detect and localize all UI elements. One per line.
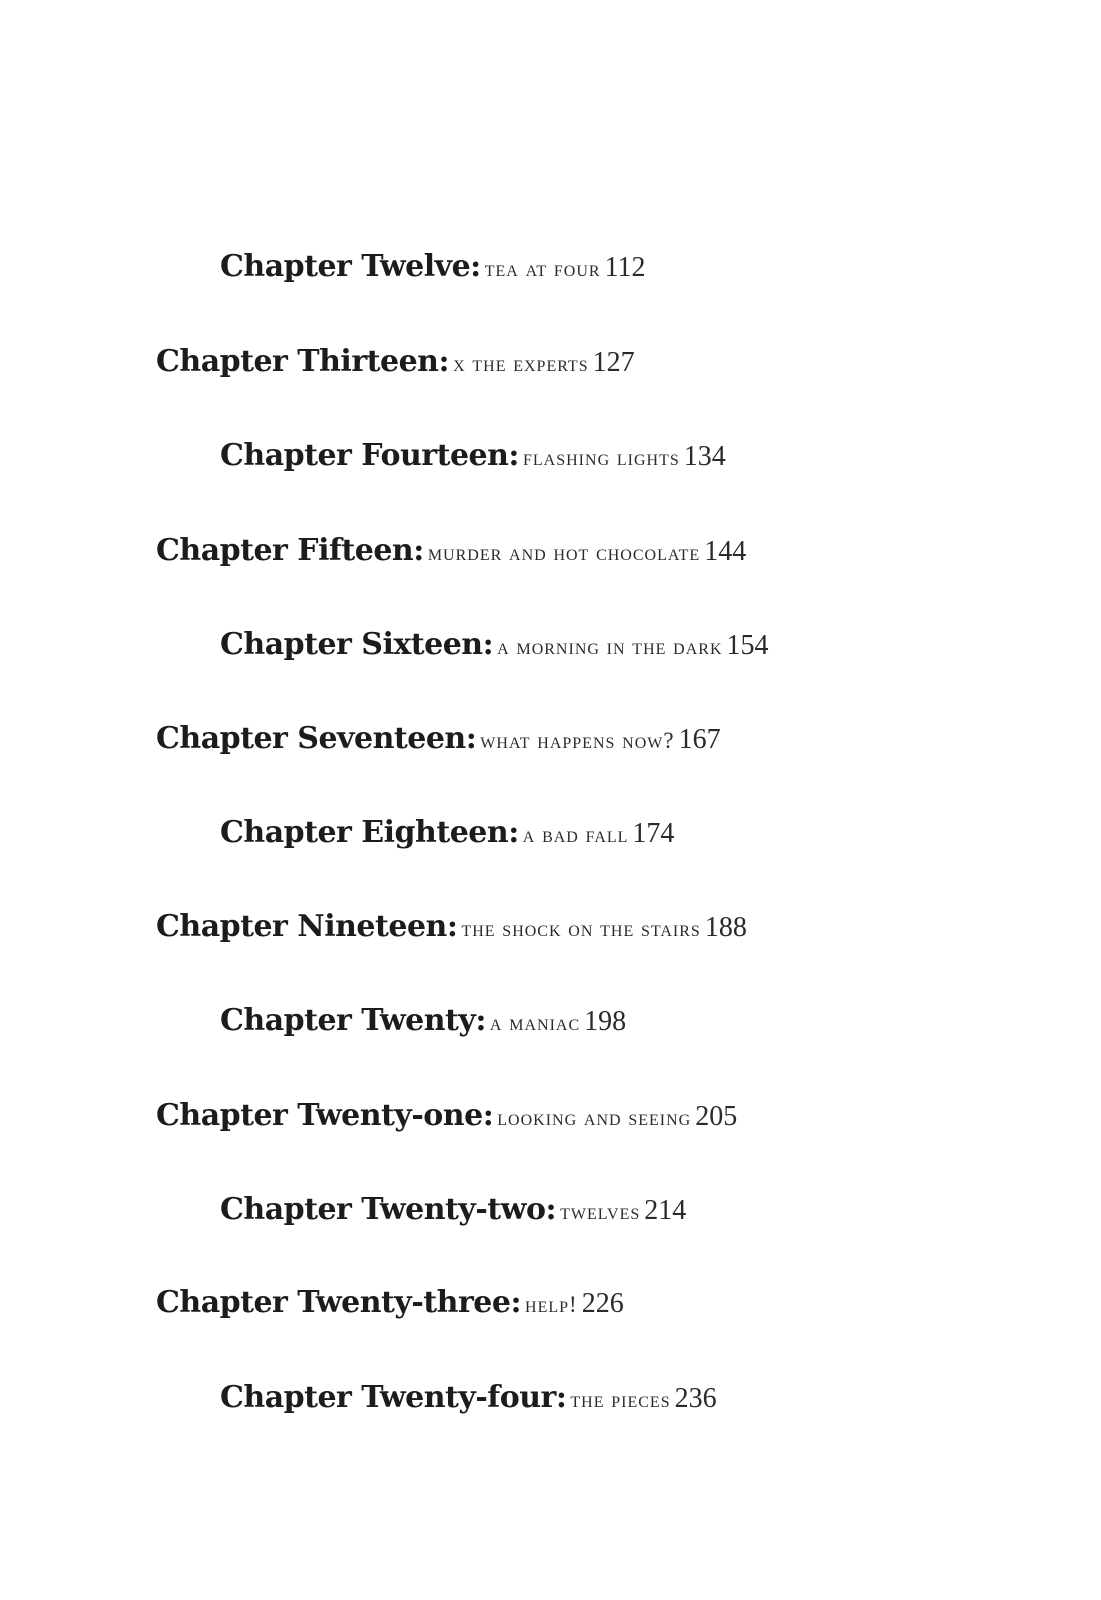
toc-entry bbox=[156, 721, 721, 756]
chapter-title: flashing lights bbox=[523, 445, 680, 470]
chapter-title: what happens now? bbox=[480, 728, 675, 753]
toc-entry bbox=[220, 1192, 687, 1227]
chapter-label: Chapter Thirteen: bbox=[156, 344, 450, 379]
chapter-label: Chapter Twenty-two: bbox=[220, 1192, 557, 1227]
chapter-label: Chapter Sixteen: bbox=[220, 627, 494, 662]
page-number: 198 bbox=[584, 1006, 627, 1037]
chapter-title: murder and hot chocolate bbox=[427, 540, 701, 565]
chapter-title: looking and seeing bbox=[497, 1105, 692, 1130]
page-number: 167 bbox=[678, 724, 721, 755]
chapter-label: Chapter Twenty-one: bbox=[156, 1098, 494, 1133]
page-number: 134 bbox=[683, 441, 726, 472]
chapter-label: Chapter Twelve: bbox=[220, 249, 481, 284]
toc-entry bbox=[156, 344, 635, 379]
chapter-label: Chapter Twenty: bbox=[220, 1003, 486, 1038]
chapter-label: Chapter Eighteen: bbox=[220, 815, 519, 850]
page-number: 174 bbox=[632, 818, 675, 849]
page-number: 127 bbox=[592, 347, 635, 378]
toc-entry bbox=[220, 249, 646, 284]
toc-entry bbox=[156, 909, 747, 944]
chapter-label: Chapter Twenty-four: bbox=[220, 1380, 567, 1415]
toc-entry bbox=[220, 627, 769, 662]
toc-entry bbox=[156, 533, 747, 568]
chapter-label: Chapter Nineteen: bbox=[156, 909, 458, 944]
page-number: 144 bbox=[704, 536, 747, 567]
page-number: 188 bbox=[704, 912, 747, 943]
chapter-title: twelves bbox=[560, 1199, 641, 1224]
chapter-title: the pieces bbox=[570, 1387, 671, 1412]
chapter-title: tea at four bbox=[484, 256, 601, 281]
toc-entry bbox=[220, 815, 675, 850]
chapter-title: a maniac bbox=[489, 1010, 581, 1035]
chapter-title: a bad fall bbox=[522, 822, 629, 847]
chapter-label: Chapter Twenty-three: bbox=[156, 1285, 522, 1320]
page-number: 205 bbox=[695, 1101, 738, 1132]
chapter-title: x the experts bbox=[453, 351, 589, 376]
page-number: 214 bbox=[644, 1195, 687, 1226]
chapter-title: a morning in the dark bbox=[497, 634, 723, 659]
toc-entry bbox=[156, 1098, 738, 1133]
toc-entry bbox=[220, 1003, 627, 1038]
chapter-label: Chapter Fourteen: bbox=[220, 438, 519, 473]
page-number: 226 bbox=[581, 1288, 624, 1319]
chapter-label: Chapter Fifteen: bbox=[156, 533, 424, 568]
page-number: 154 bbox=[726, 630, 769, 661]
toc-entry bbox=[156, 1285, 624, 1320]
chapter-title: help! bbox=[525, 1292, 578, 1317]
page-number: 236 bbox=[674, 1383, 717, 1414]
chapter-title: the shock on the stairs bbox=[461, 916, 701, 941]
toc-entry bbox=[220, 438, 726, 473]
chapter-label: Chapter Seventeen: bbox=[156, 721, 477, 756]
page-number: 112 bbox=[604, 252, 646, 283]
toc-entry bbox=[220, 1380, 717, 1415]
